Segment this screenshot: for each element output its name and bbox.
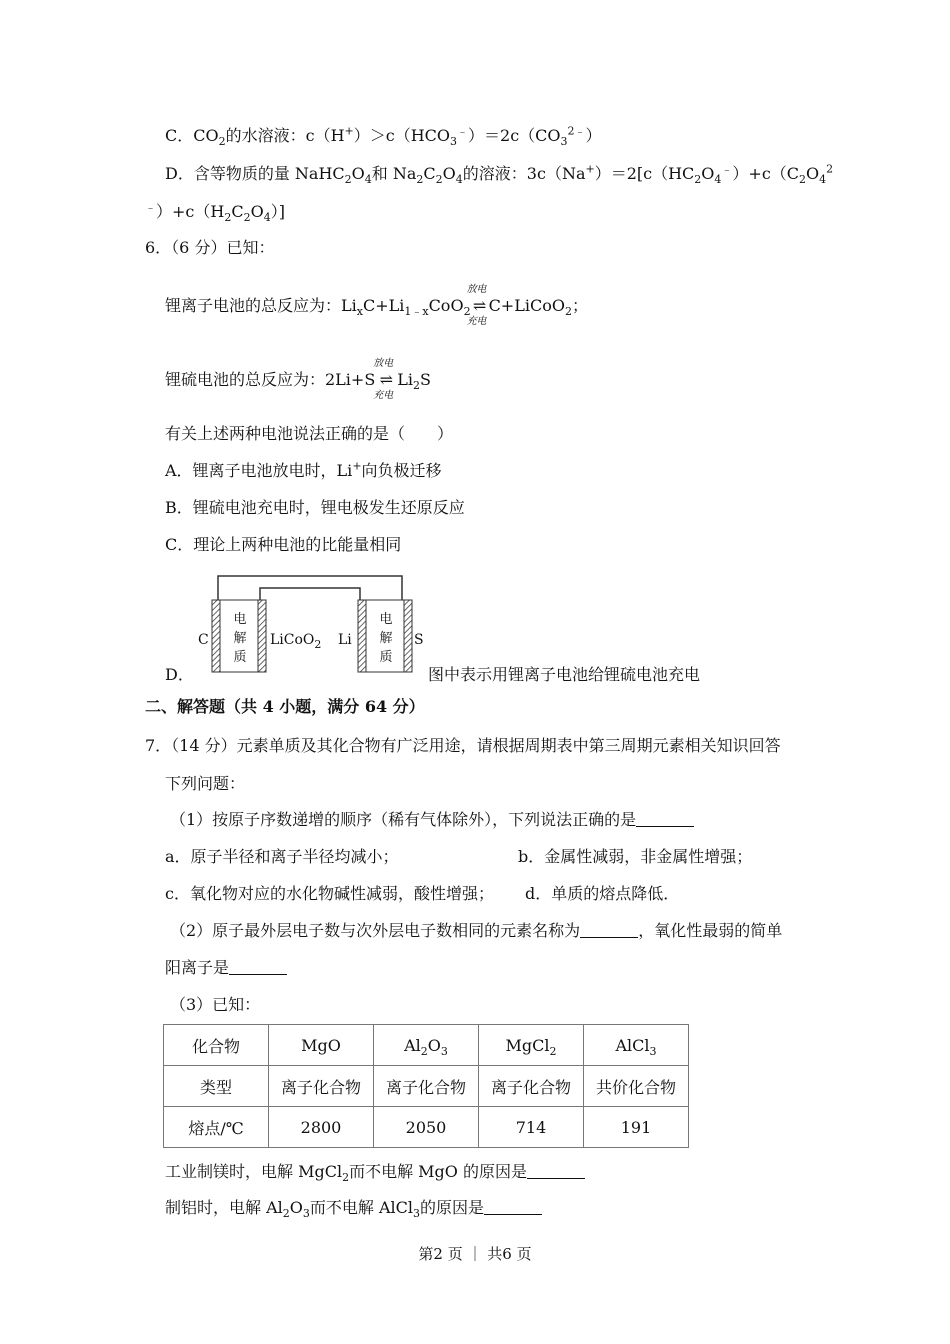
table-cell: 离子化合物 (269, 1066, 374, 1107)
label-s: S (414, 632, 424, 648)
electrode-li (358, 600, 366, 672)
electrode-licoo2 (258, 600, 266, 672)
q6-option-d-text: 图中表示用锂离子电池给锂硫电池充电 (428, 665, 701, 684)
table-cell: 共价化合物 (584, 1066, 689, 1107)
q7-part3: （3）已知： (170, 995, 261, 1014)
q7-part2: （2）原子最外层电子数与次外层电子数相同的元素名称为 ，氧化性最弱的简单 (170, 921, 783, 940)
q7-option-b: b．金属性减弱，非金属性增强； (518, 847, 753, 866)
row-header: 化合物 (164, 1025, 269, 1066)
q6-option-d-label: D． (165, 665, 194, 684)
electrode-c (212, 600, 220, 672)
label-li: Li (338, 632, 352, 648)
table-cell: MgCl$_2$ (479, 1025, 584, 1066)
left-electrolyte-label: 电 解 质 (233, 612, 247, 665)
table-row (164, 1025, 689, 1066)
table-cell: AlCl$_3$ (584, 1025, 689, 1066)
q6-option-a: A．锂离子电池放电时，Li+向负极迁移 (165, 459, 442, 480)
answer-blank[interactable] (229, 958, 287, 975)
electrode-s (404, 600, 412, 672)
reversible-arrow-icon: ⇌ 放电 充电 (373, 358, 394, 401)
table-cell: 2800 (269, 1107, 374, 1148)
table-cell: MgO (269, 1025, 374, 1066)
q7-header-continued: 下列问题： (165, 774, 246, 793)
table-cell: 离子化合物 (374, 1066, 479, 1107)
table-row (164, 1066, 689, 1107)
q7-mg-line: 工业制镁时，电解 MgCl$_2$而不电解 MgO 的原因是 (165, 1162, 585, 1182)
page-footer: 第2 页 ｜ 共6 页 (418, 1245, 532, 1263)
answer-blank[interactable] (527, 1162, 585, 1179)
q7-al-line: 制铝时，电解 $Al_2O_3$而不电解 AlCl$_3$的原因是 (165, 1198, 542, 1218)
answer-blank[interactable] (484, 1198, 542, 1215)
table-cell: 2050 (374, 1107, 479, 1148)
q7-option-a: a．原子半径和离子半径均减小； (165, 847, 399, 866)
q5-option-c: C．$CO_2$的水溶液：$c(H^+)>c(HCO_3^﹣)=2c(CO_3^{2﹣})$ (165, 124, 602, 149)
compound-table (163, 1024, 689, 1148)
table-cell: 离子化合物 (479, 1066, 584, 1107)
q7-option-c: c．氧化物对应的水化物碱性减弱，酸性增强； (165, 884, 494, 903)
q7-option-d: d．单质的熔点降低． (525, 884, 680, 903)
table-cell: 714 (479, 1107, 584, 1148)
q7-part1: （1）按原子序数递增的顺序（稀有气体除外），下列说法正确的是 (170, 810, 694, 830)
q6-header: 6．（6 分）已知： (145, 238, 275, 257)
row-header: 类型 (164, 1066, 269, 1107)
answer-blank[interactable] (636, 810, 694, 827)
table-cell: 191 (584, 1107, 689, 1148)
row-header: 熔点/℃ (164, 1107, 269, 1148)
table-cell: $Al_2O_3$ (374, 1025, 479, 1066)
q5-option-d-continued: $^﹣)+c(H_2C_2O_4)$] (145, 200, 285, 225)
q6-question: 有关上述两种电池说法正确的是（ ） (165, 424, 454, 443)
q6-option-b: B．锂硫电池充电时，锂电极发生还原反应 (165, 498, 465, 517)
q7-part2-continued: 阳离子是 (165, 958, 287, 978)
q6-li-s-reaction: 锂硫电池的总反应为：2Li+S ⇌ 放电 充电 $Li_2S$ (165, 358, 432, 401)
q5-option-d: D．含等物质的量 $NaHC_2O_4$和 $Na_2C_2O_4$的溶液：$3c(Na^+)=2[c(HC_2O_4^﹣)+c(C_2O_4^2$ (165, 162, 834, 187)
table-row (164, 1107, 689, 1148)
label-c: C (198, 632, 209, 648)
label-licoo2: LiCoO$_2$ (270, 632, 322, 651)
section-2-title: 二、解答题（共 4 小题，满分 64 分） (145, 697, 425, 716)
right-electrolyte-label: 电 解 质 (379, 612, 393, 665)
answer-blank[interactable] (580, 921, 638, 938)
q6-option-c: C．理论上两种电池的比能量相同 (165, 535, 402, 554)
q6-li-ion-reaction: 锂离子电池的总反应为：$Li_xC+Li_{1﹣x}CoO_2$ ⇌ 放电 充电 C+LiCoO$_2$； (165, 284, 588, 327)
q7-header: 7．（14 分）元素单质及其化合物有广泛用途，请根据周期表中第三周期元素相关知识回答 (145, 736, 781, 755)
inner-wire (260, 588, 360, 600)
reversible-arrow-icon: ⇌ 放电 充电 (466, 284, 487, 327)
